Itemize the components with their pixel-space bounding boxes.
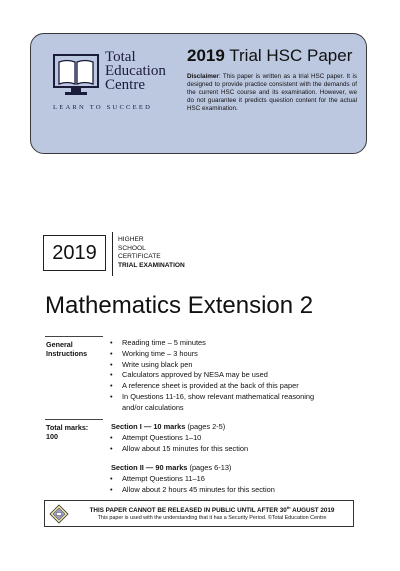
exam-year-box: 2019 (43, 235, 106, 271)
disclaimer-label: Disclaimer (187, 73, 219, 80)
paper-title (187, 46, 352, 66)
section-2-list (108, 474, 323, 496)
list-item: • Write using black pen (108, 360, 320, 371)
logo-tagline: LEARN TO SUCCEED (53, 104, 153, 111)
exam-type-line-3: CERTIFICATE (118, 253, 161, 261)
logo-wordmark (105, 50, 166, 92)
total-marks-line-1: Total marks: (46, 423, 89, 432)
disclaimer-text: : This paper is written as a trial HSC paper. It is designed to provide practice consistent with the demands of the current HSC course and its examination. However, we do not guarantee it predicts question content for the actual HSC examination. (187, 73, 357, 112)
total-marks-value: 100 (46, 432, 58, 442)
divider (45, 419, 103, 420)
divider (112, 232, 113, 276)
general-label-line-2: Instructions (46, 349, 88, 359)
section-1-list (108, 433, 323, 455)
section-1-name: Section I (111, 422, 142, 431)
list-item: • Allow about 15 minutes for this section (108, 444, 323, 455)
exam-type (118, 236, 185, 270)
logo-line-3: Centre (105, 77, 145, 93)
logo-line-2: Education (105, 63, 166, 79)
list-item: • In Questions 11-16, show relevant mathematical reasoning and/or calculations (108, 392, 320, 414)
section-2-marks: — 90 marks (145, 463, 188, 472)
exam-type-line-2: SCHOOL (118, 244, 146, 252)
release-notice (75, 505, 349, 514)
subject-title: Mathematics Extension 2 (45, 292, 314, 319)
security-stamp-icon (49, 504, 69, 524)
paper-title-year: 2019 (187, 46, 225, 65)
exam-type-line-1: HIGHER (118, 236, 144, 243)
section-1-heading (111, 422, 225, 431)
section-2-pages: (pages 6-13) (189, 463, 232, 472)
total-marks-label (46, 423, 88, 442)
list-item: • A reference sheet is provided at the back of this paper (108, 381, 320, 392)
section-2-name: Section II (111, 463, 144, 472)
disclaimer (187, 73, 357, 113)
general-instructions-list (108, 338, 320, 414)
list-item: • Attempt Questions 11–16 (108, 474, 323, 485)
release-notice-sup: th (286, 505, 291, 510)
section-1-marks: — 10 marks (143, 422, 186, 431)
header-banner (30, 33, 367, 154)
section-2-heading (111, 463, 231, 472)
book-monitor-logo-icon (53, 54, 99, 96)
exam-type-line-4: TRIAL EXAMINATION (118, 261, 185, 269)
security-period-note: This paper is used with the understanding that it has a Security Period. ©Total Education Centre (97, 515, 327, 521)
paper-title-text: Trial HSC Paper (229, 46, 353, 65)
release-notice-date: AUGUST 2019 (290, 507, 335, 515)
logo-line-1: Total (105, 49, 136, 65)
list-item: • Attempt Questions 1–10 (108, 433, 323, 444)
divider (45, 336, 103, 337)
list-item: • Calculators approved by NESA may be used (108, 370, 320, 381)
general-instructions-label (46, 340, 87, 359)
section-1-pages: (pages 2-5) (187, 422, 226, 431)
general-label-line-1: General (46, 340, 73, 349)
release-notice-text: THIS PAPER CANNOT BE RELEASED IN PUBLIC UNTIL AFTER 30 (89, 507, 287, 515)
security-footer (44, 500, 354, 527)
list-item: • Allow about 2 hours 45 minutes for this section (108, 485, 323, 496)
list-item: • Working time – 3 hours (108, 349, 320, 360)
list-item: • Reading time – 5 minutes (108, 338, 320, 349)
